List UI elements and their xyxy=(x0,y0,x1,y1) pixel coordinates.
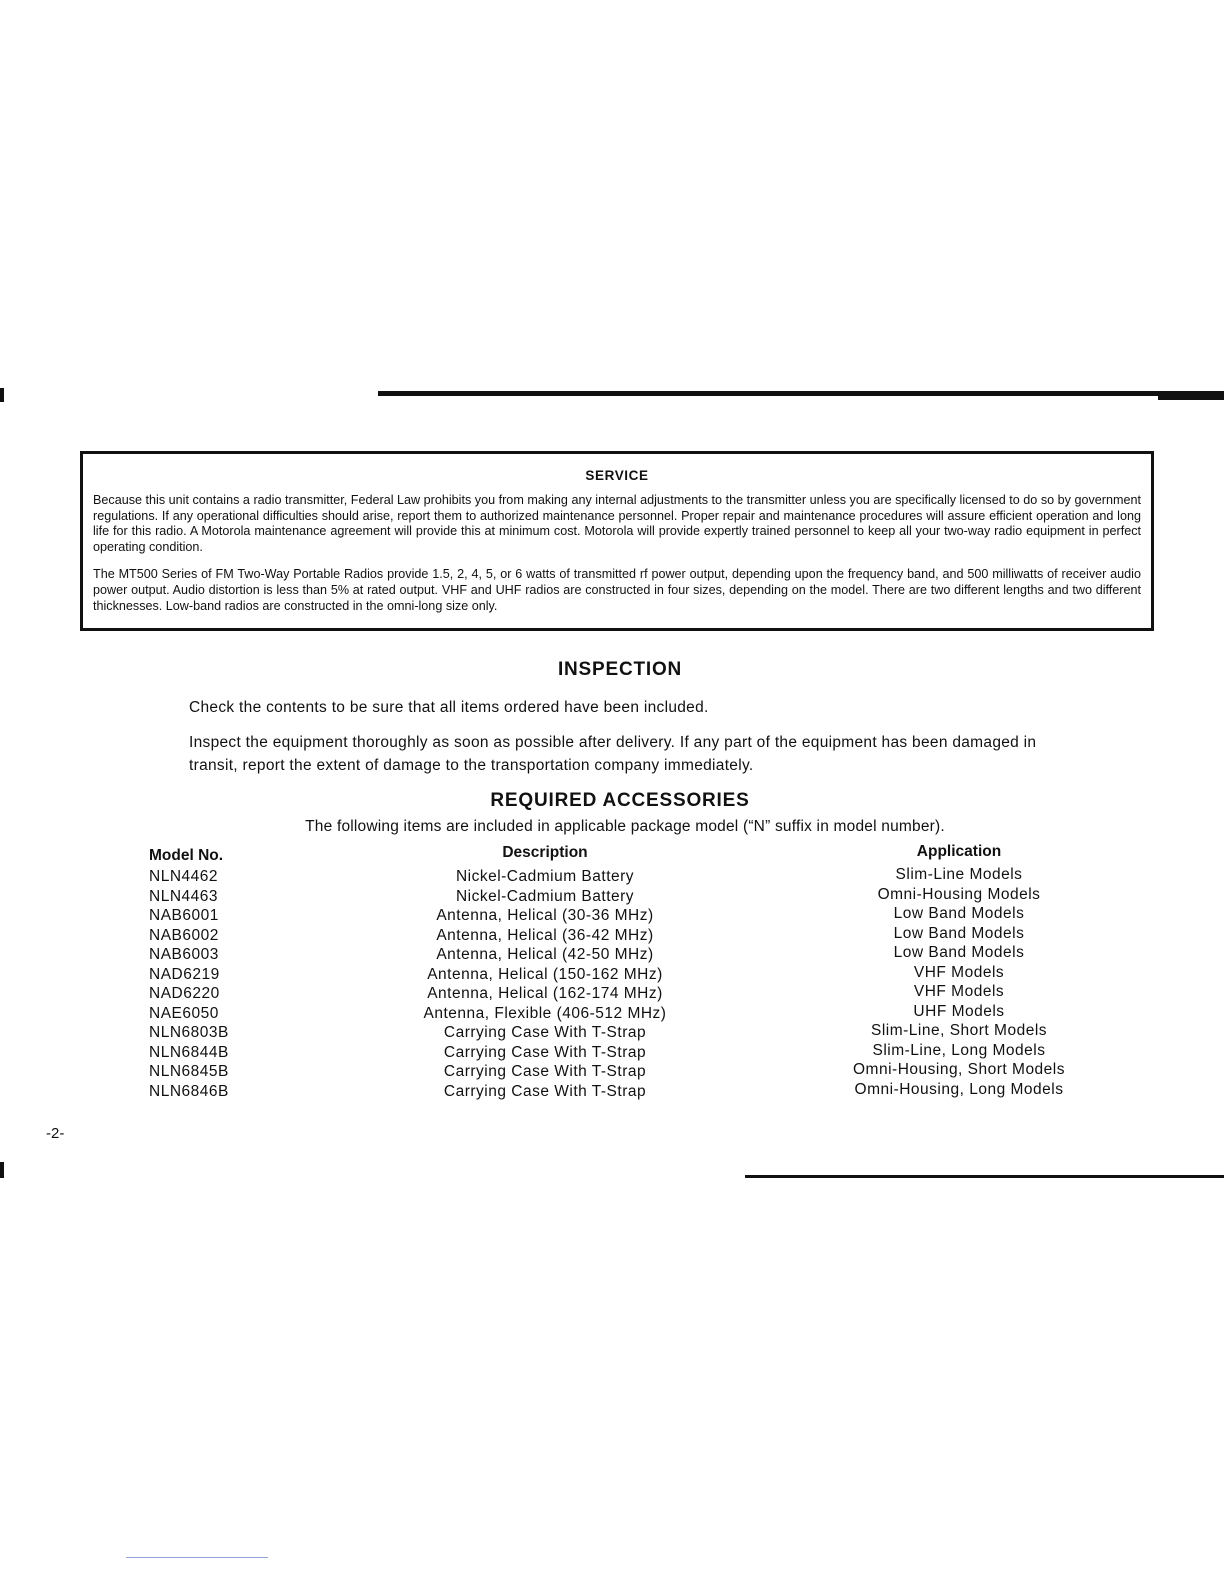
cell-description: Carrying Case With T-Strap xyxy=(443,1024,647,1041)
page-number: -2- xyxy=(46,1125,65,1142)
cell-description: Nickel-Cadmium Battery xyxy=(455,868,635,885)
inspection-paragraph-1: Check the contents to be sure that all items ordered have been included. xyxy=(189,699,709,716)
cell-description: Carrying Case With T-Strap xyxy=(443,1083,647,1100)
inspection-paragraph-2: Inspect the equipment thoroughly as soon as possible after delivery. If any part of the equipment has been damaged in transit, report the extent of damage to the transportation company immediately. xyxy=(189,734,1037,774)
service-paragraph-1: Because this unit contains a radio transmitter, Federal Law prohibits you from making any internal adjustments to the transmitter unless you are specifically licensed to do so by government regulations. If any operational difficulties should arise, report them to authorized maintenance personnel. Proper repair and maintenance procedures will assure efficient operation and long life for this radio. A Motorola maintenance agreement will provide this at minimum cost. Motorola will provide expertly trained personnel to keep all your two-way radio equipment in perfect operating condition. xyxy=(93,493,1141,554)
accessories-heading: REQUIRED ACCESSORIES xyxy=(490,790,750,811)
cell-description: Carrying Case With T-Strap xyxy=(443,1044,647,1061)
cell-model: NLN6845B xyxy=(149,1063,229,1080)
cell-model: NAB6003 xyxy=(149,946,219,963)
cell-model: NLN4462 xyxy=(149,868,218,885)
cell-application: Slim-Line, Short Models xyxy=(870,1022,1048,1039)
cell-description: Antenna, Helical (42-50 MHz) xyxy=(436,946,654,963)
table-row xyxy=(0,1024,1224,1044)
cell-description: Antenna, Helical (150-162 MHz) xyxy=(427,966,663,983)
table-row xyxy=(0,966,1224,986)
top-rule-edge xyxy=(1158,391,1224,400)
table-row xyxy=(0,946,1224,966)
inspection-heading: INSPECTION xyxy=(557,659,683,680)
cell-model: NLN6846B xyxy=(149,1083,229,1100)
column-header-application: Application xyxy=(916,843,1002,860)
cell-model: NAE6050 xyxy=(149,1005,219,1022)
cell-application: Omni-Housing, Long Models xyxy=(854,1081,1064,1098)
service-paragraph-2: The MT500 Series of FM Two-Way Portable Radios provide 1.5, 2, 4, 5, or 6 watts of transmitted rf power output, depending upon the frequency band, and 500 milliwatts of receiver audio power output. Audio distortion is less than 5% at rated output. VHF and UHF radios are constructed in four sizes, depending on the model. There are two different lengths and two different thicknesses. Low-band radios are constructed in the omni-long size only. xyxy=(93,567,1141,613)
cell-application: Low Band Models xyxy=(893,944,1025,961)
cell-model: NLN6803B xyxy=(149,1024,229,1041)
cell-model: NAB6001 xyxy=(149,907,219,924)
column-header-description: Description xyxy=(502,844,588,861)
cell-model: NLN6844B xyxy=(149,1044,229,1061)
cell-description: Carrying Case With T-Strap xyxy=(443,1063,647,1080)
table-row xyxy=(0,868,1224,888)
cell-application: Low Band Models xyxy=(893,905,1025,922)
cell-model: NAD6220 xyxy=(149,985,220,1002)
left-edge-mark-top xyxy=(0,388,4,402)
table-row xyxy=(0,888,1224,908)
accessories-intro: The following items are included in applicable package model (“N” suffix in model number). xyxy=(305,818,945,835)
cell-application: Slim-Line Models xyxy=(895,866,1023,883)
cell-application: VHF Models xyxy=(913,983,1005,1000)
cell-application: Omni-Housing Models xyxy=(877,886,1041,903)
table-row xyxy=(0,907,1224,927)
cell-application: Low Band Models xyxy=(893,925,1025,942)
table-row xyxy=(0,1083,1224,1103)
cell-description: Antenna, Helical (36-42 MHz) xyxy=(436,927,654,944)
cell-application: VHF Models xyxy=(913,964,1005,981)
cell-description: Antenna, Flexible (406-512 MHz) xyxy=(423,1005,667,1022)
service-title: SERVICE xyxy=(585,468,649,483)
table-row xyxy=(0,927,1224,947)
cell-description: Nickel-Cadmium Battery xyxy=(455,888,635,905)
table-row xyxy=(0,985,1224,1005)
cell-model: NLN4463 xyxy=(149,888,218,905)
cell-description: Antenna, Helical (162-174 MHz) xyxy=(427,985,663,1002)
service-notice-box xyxy=(80,451,1154,631)
cell-model: NAD6219 xyxy=(149,966,220,983)
column-header-model: Model No. xyxy=(149,847,224,864)
top-rule xyxy=(378,391,1224,396)
table-row xyxy=(0,1063,1224,1083)
cell-application: UHF Models xyxy=(913,1003,1005,1020)
bottom-rule xyxy=(745,1175,1224,1178)
cell-description: Antenna, Helical (30-36 MHz) xyxy=(436,907,654,924)
cell-application: Omni-Housing, Short Models xyxy=(853,1061,1065,1078)
cell-application: Slim-Line, Long Models xyxy=(872,1042,1046,1059)
scan-artifact-line xyxy=(126,1557,268,1558)
cell-model: NAB6002 xyxy=(149,927,219,944)
left-edge-mark-bottom xyxy=(0,1162,4,1178)
